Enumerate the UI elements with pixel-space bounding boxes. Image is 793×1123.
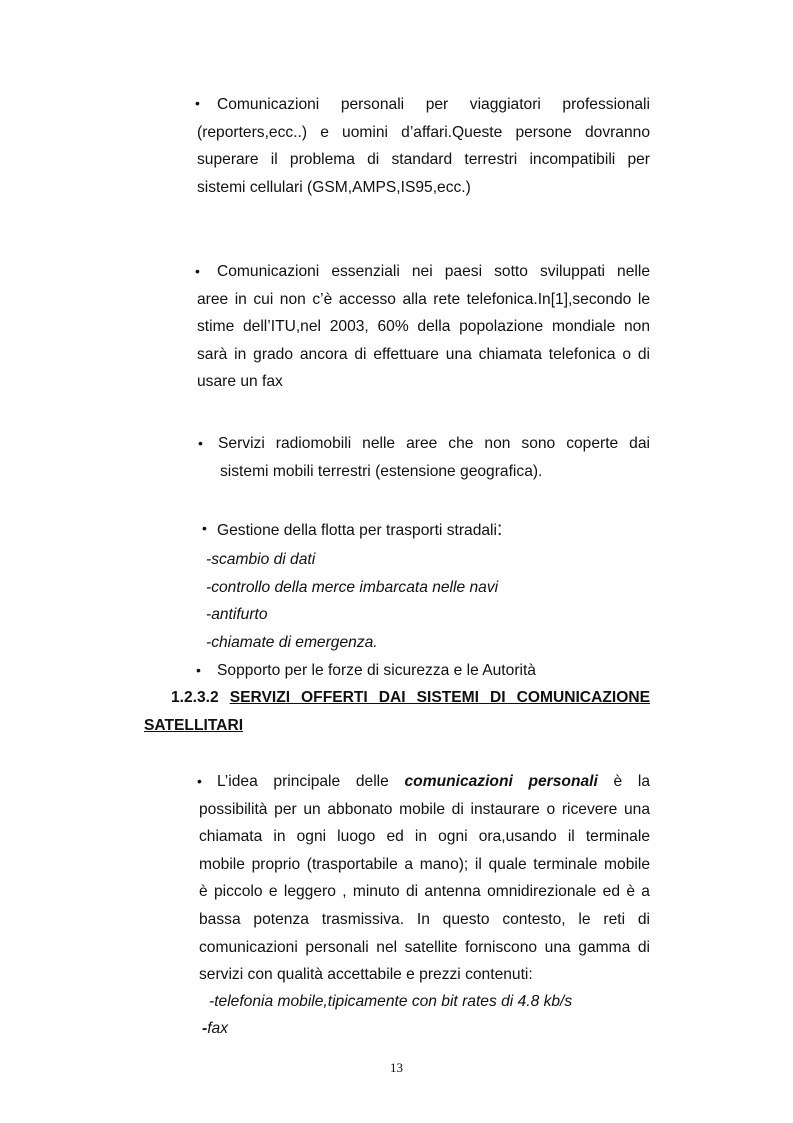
bullet-symbol: • xyxy=(195,263,200,279)
list-item: -antifurto xyxy=(206,606,268,624)
bullet-paragraph-1 xyxy=(197,91,650,201)
text-line xyxy=(217,516,502,545)
text-line: chiamata in ogni luogo ed in ogni ora,usando il terminale xyxy=(199,828,650,846)
text-line: (reporters,ecc..) e uomini d’affari.Queste persone dovranno xyxy=(197,123,650,141)
text-line: aree in cui non c’è accesso alla rete telefonica.In[1],secondo le xyxy=(197,290,650,308)
section-heading-continued xyxy=(144,712,243,740)
fleet-title: Gestione della flotta per trasporti stradali xyxy=(217,522,497,539)
bullet-paragraph-4 xyxy=(217,516,502,545)
text-line: comunicazioni personali nel satellite forniscono una gamma di xyxy=(199,938,650,956)
list-item: -controllo della merce imbarcata nelle navi xyxy=(206,578,499,596)
text-span: L’idea principale delle xyxy=(217,773,389,790)
text-line: è piccolo e leggero , minuto di antenna omnidirezionale ed è a xyxy=(199,883,650,901)
item-text: fax xyxy=(207,1020,229,1037)
text-line xyxy=(199,768,650,796)
text-line: bassa potenza trasmissiva. In questo contesto, le reti di xyxy=(199,910,650,928)
bullet-paragraph-5 xyxy=(217,657,536,685)
colon: : xyxy=(496,519,503,540)
text-line: possibilità per un abbonato mobile di instaurare o ricevere una xyxy=(199,800,650,818)
dash: - xyxy=(202,1020,208,1037)
section-heading xyxy=(171,684,650,712)
text-line: usare un fax xyxy=(197,373,283,391)
text-line: superare il problema di standard terrestri incompatibili per xyxy=(197,151,650,169)
bullet-symbol: • xyxy=(202,520,207,536)
service-item-1 xyxy=(209,988,572,1016)
heading-title: SERVIZI OFFERTI DAI SISTEMI DI COMUNICAZIONE xyxy=(229,689,650,706)
fleet-list xyxy=(206,546,498,656)
list-item: -telefonia mobile,tipicamente con bit rates di 4.8 kb/s xyxy=(209,993,573,1010)
bullet-symbol: • xyxy=(198,435,203,451)
text-line: sarà in grado ancora di effettuare una chiamata telefonica o di xyxy=(197,345,650,363)
text-line: sistemi cellulari (GSM,AMPS,IS95,ecc.) xyxy=(197,178,471,196)
text-line: stime dell’ITU,nel 2003, 60% della popolazione mondiale non xyxy=(197,318,650,336)
heading-title: SATELLITARI xyxy=(144,717,244,734)
emphasis: comunicazioni personali xyxy=(404,773,598,790)
text-line: sistemi mobili terrestri (estensione geografica). xyxy=(220,462,543,480)
page-number: 13 xyxy=(390,1060,403,1075)
bullet-paragraph-2 xyxy=(197,258,650,396)
list-item xyxy=(202,1015,228,1043)
heading-line xyxy=(171,684,650,712)
section-paragraph xyxy=(199,768,650,989)
text-line: Sopporto per le forze di sicurezza e le Autorità xyxy=(217,662,536,679)
text-line: Servizi radiomobili nelle aree che non sono coperte dai xyxy=(218,435,650,452)
bullet-symbol: • xyxy=(195,95,200,111)
text-line: mobile proprio (trasportabile a mano); il quale terminale mobile xyxy=(199,855,650,873)
bullet-symbol: • xyxy=(197,773,202,789)
text-line: Comunicazioni essenziali nei paesi sotto sviluppati nelle xyxy=(217,263,650,280)
list-item: -chiamate di emergenza. xyxy=(206,633,378,651)
text-span: è la xyxy=(613,773,650,790)
bullet-symbol: • xyxy=(196,662,201,678)
heading-number: 1.2.3.2 xyxy=(171,689,219,706)
bullet-paragraph-3 xyxy=(218,430,650,485)
service-item-2 xyxy=(202,1015,228,1043)
list-item: -scambio di dati xyxy=(206,551,316,568)
text-line: Comunicazioni personali per viaggiatori professionali xyxy=(217,96,650,113)
text-line: servizi con qualità accettabile e prezzi contenuti: xyxy=(199,966,533,984)
